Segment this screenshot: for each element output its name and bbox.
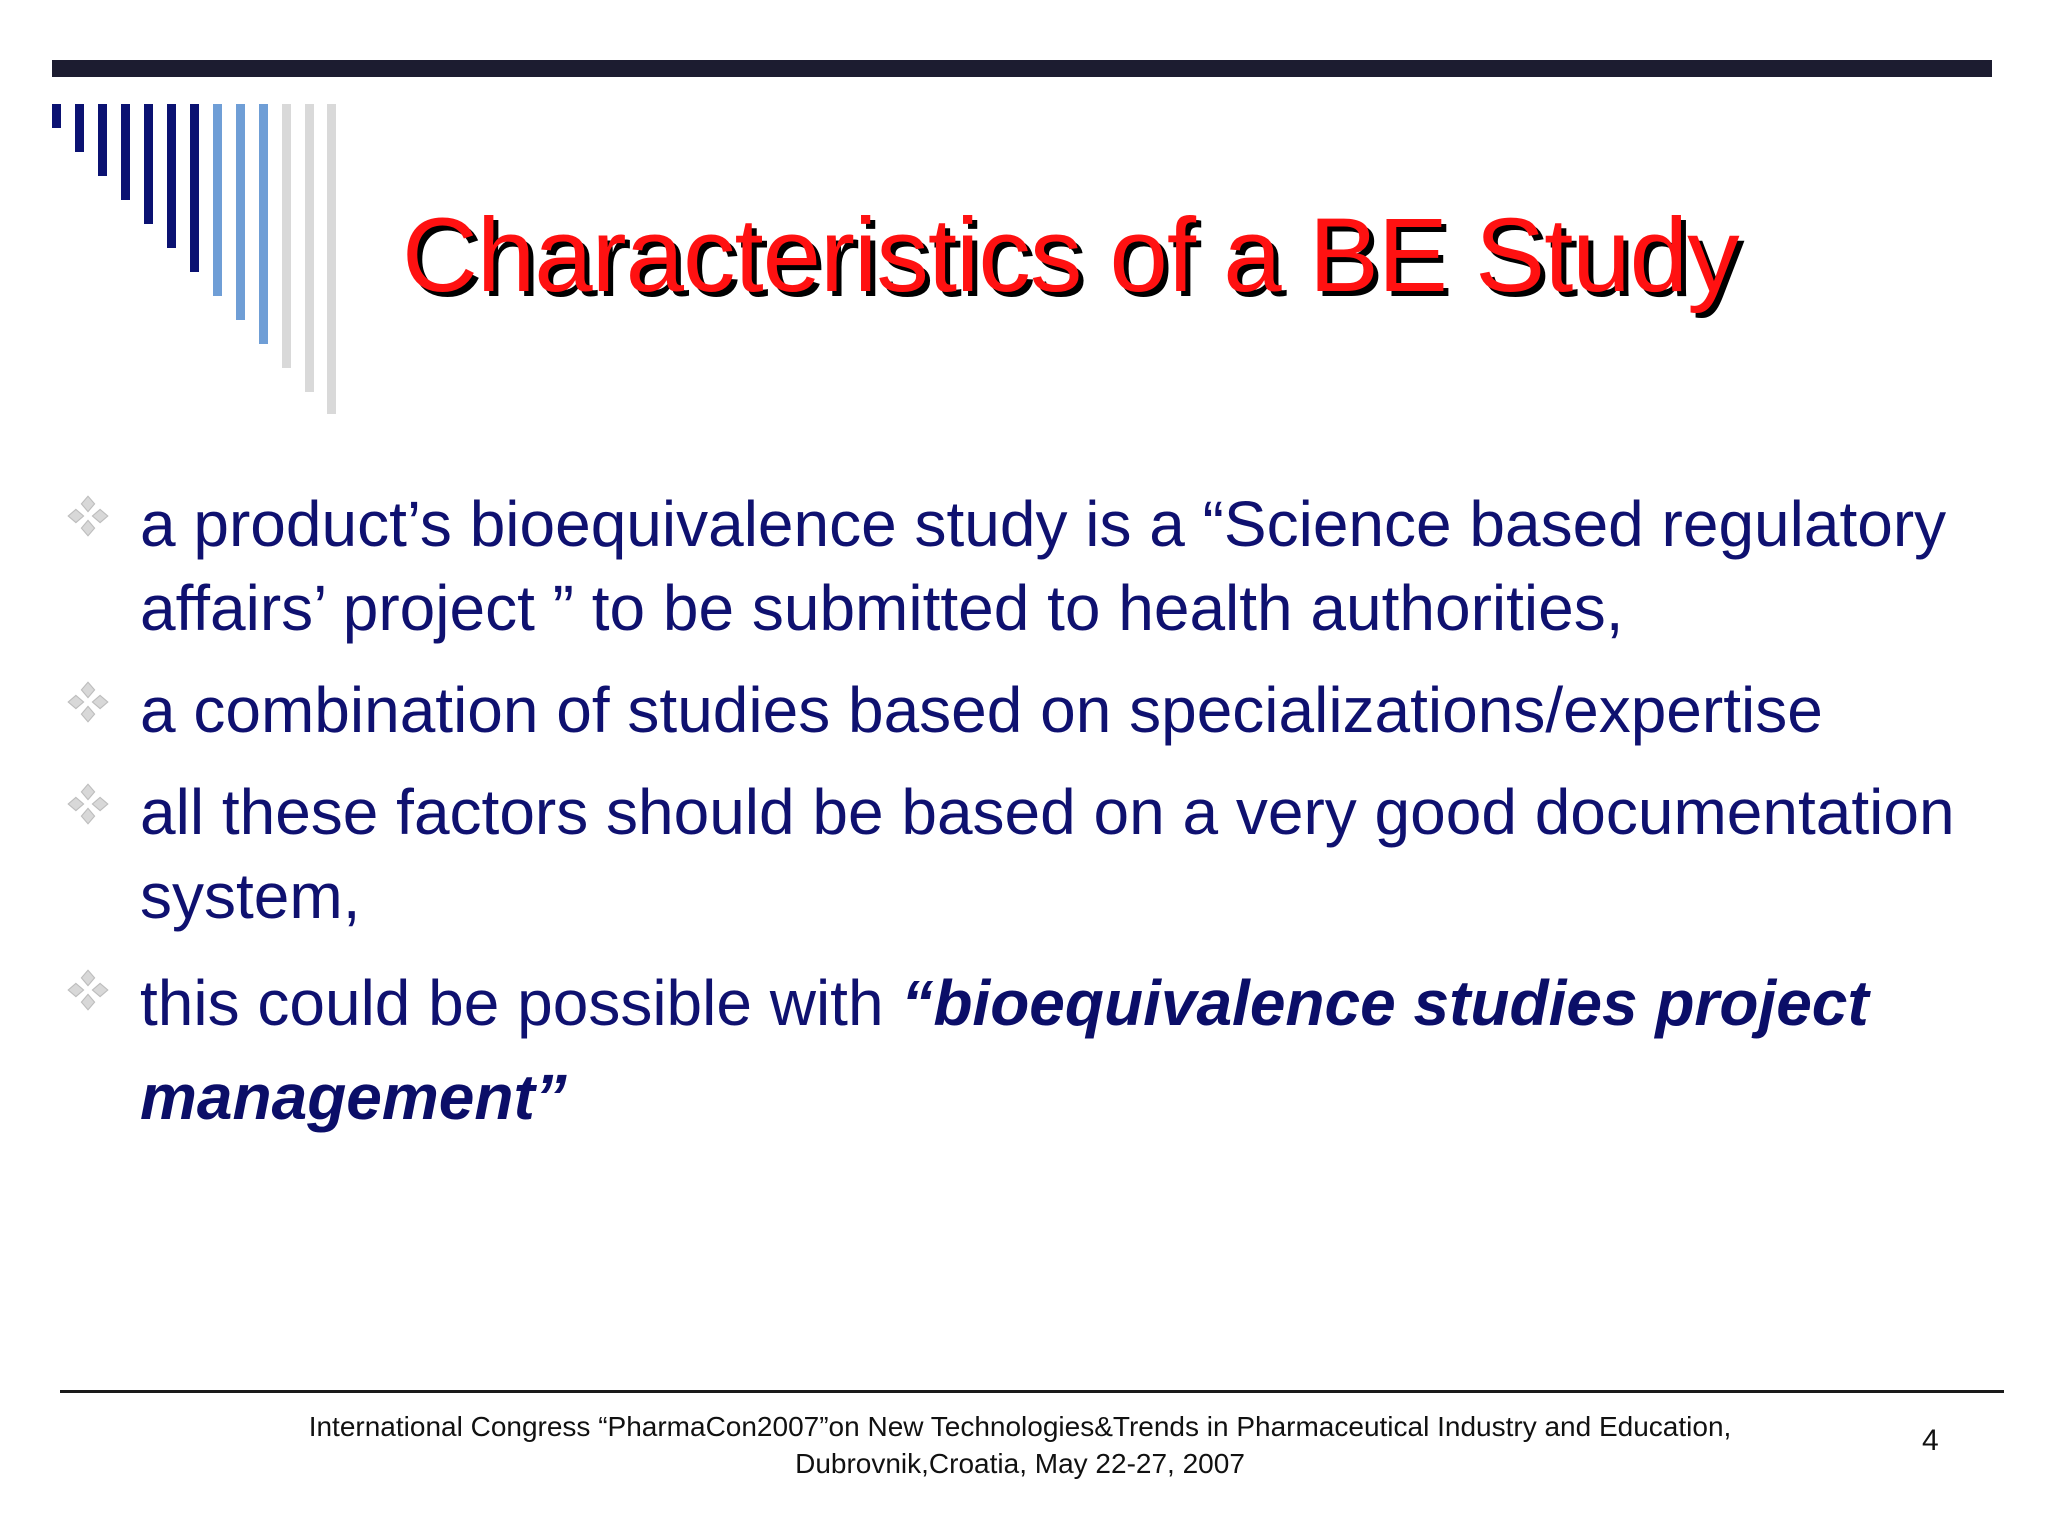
footer-line-2: Dubrovnik,Croatia, May 22-27, 2007 [795, 1448, 1245, 1479]
bullet-item-3 [60, 770, 2000, 938]
stripe [167, 104, 176, 248]
stripe [282, 104, 291, 368]
stripe [327, 104, 336, 414]
stripe [52, 104, 61, 128]
top-rule [52, 60, 1992, 77]
bullet-item-2 [60, 668, 2000, 752]
page-number: 4 [1922, 1424, 1939, 1457]
four-diamond-bullet-icon [66, 782, 110, 826]
stripe [144, 104, 153, 224]
bullet-text-3: all these factors should be based on a very good documentation system, [140, 776, 1955, 932]
stripe [98, 104, 107, 176]
stripe [236, 104, 245, 320]
footer-rule [60, 1390, 2004, 1393]
bullet-text-1: a product’s bioequivalence study is a “Science based regulatory affairs’ project ” to be submitted to health authorities, [140, 488, 1947, 644]
stripe [259, 104, 268, 344]
stripe [75, 104, 84, 152]
footer [200, 1408, 1840, 1482]
bullet-emphasis: “bioequivalence studies project management” [140, 967, 1869, 1133]
four-diamond-bullet-icon [66, 968, 110, 1012]
bullet-list [60, 482, 2000, 1162]
stripe [190, 104, 199, 272]
bullet-text-2: a combination of studies based on specializations/expertise [140, 674, 1823, 746]
four-diamond-bullet-icon [66, 494, 110, 538]
stripe [121, 104, 130, 200]
four-diamond-bullet-icon [66, 680, 110, 724]
bullet-item-1 [60, 482, 2000, 650]
footer-line-1: International Congress “PharmaCon2007”on New Technologies&Trends in Pharmaceutical Industry and Education, [308, 1411, 1732, 1442]
stripe [213, 104, 222, 296]
bullet-item-4 [60, 956, 2000, 1144]
stripe [305, 104, 314, 392]
slide-title: Characteristics of a BE Study [402, 197, 1739, 314]
bullet-text-4: this could be possible with [140, 967, 902, 1039]
